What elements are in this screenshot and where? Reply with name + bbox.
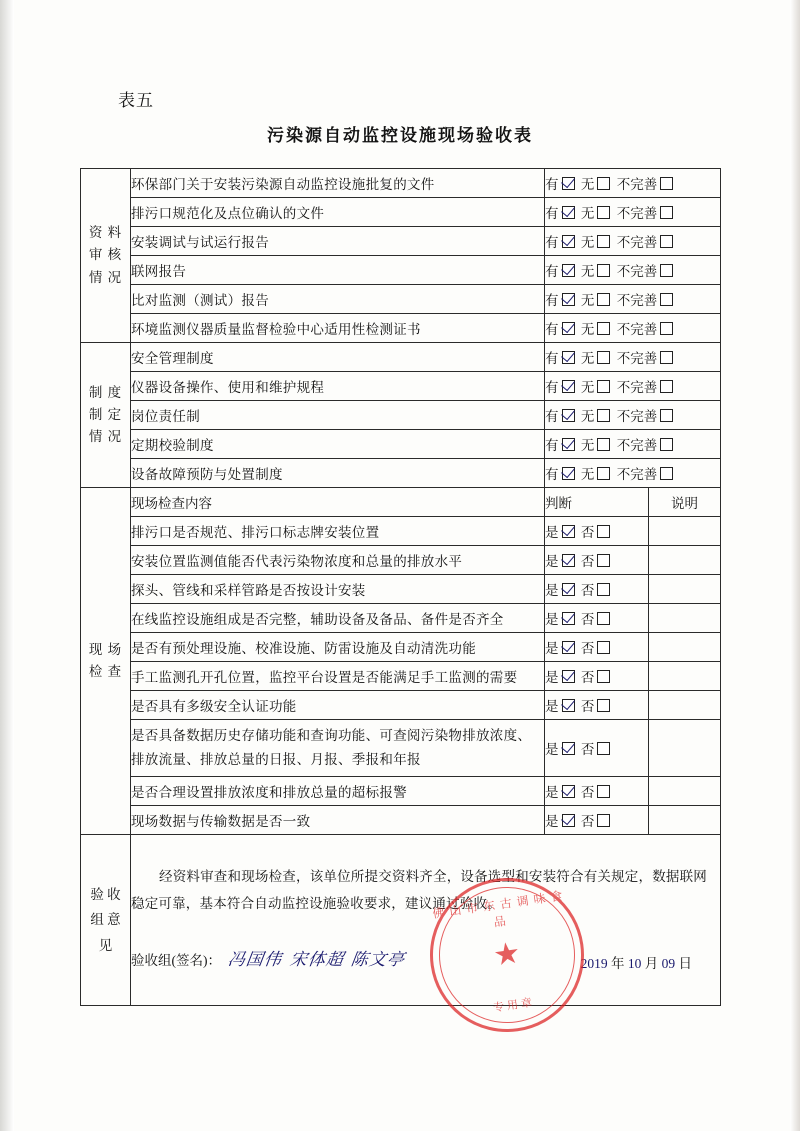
option-group[interactable] xyxy=(545,430,721,459)
checkbox-yes[interactable] xyxy=(562,612,575,625)
note-cell[interactable] xyxy=(649,546,721,575)
signature-2: 宋体超 xyxy=(288,950,346,970)
item-label: 现场数据与传输数据是否一致 xyxy=(131,806,545,835)
checkbox-incomplete[interactable] xyxy=(660,235,673,248)
option-yes-label: 有 xyxy=(545,206,559,221)
checkbox-no[interactable] xyxy=(597,670,610,683)
table-header-row xyxy=(81,488,721,517)
item-label: 探头、管线和采样管路是否按设计安装 xyxy=(131,575,545,604)
section-label-site-inspection: 现 场 检 查 xyxy=(81,488,131,835)
table-row xyxy=(81,777,721,806)
inspection-table xyxy=(80,168,721,1006)
checkbox-yes[interactable] xyxy=(562,670,575,683)
checkbox-yes[interactable] xyxy=(562,467,575,480)
checkbox-yes[interactable] xyxy=(562,264,575,277)
option-no-label: 无 xyxy=(580,206,595,221)
checkbox-yes[interactable] xyxy=(562,380,575,393)
item-label: 安装位置监测值能否代表污染物浓度和总量的排放水平 xyxy=(131,546,545,575)
option-no-label: 否 xyxy=(580,742,595,757)
item-label: 联网报告 xyxy=(131,256,545,285)
table-row xyxy=(81,604,721,633)
option-yes-label: 是 xyxy=(545,641,559,656)
option-no-label: 无 xyxy=(580,235,595,250)
checkbox-no[interactable] xyxy=(597,293,610,306)
option-group[interactable] xyxy=(545,662,649,691)
checkbox-no[interactable] xyxy=(597,612,610,625)
checkbox-yes[interactable] xyxy=(562,641,575,654)
option-no-label: 否 xyxy=(580,641,595,656)
option-no-label: 无 xyxy=(580,380,595,395)
option-group[interactable] xyxy=(545,604,649,633)
checkbox-incomplete[interactable] xyxy=(660,438,673,451)
option-no-label: 无 xyxy=(580,351,595,366)
item-label: 是否具有多级安全认证功能 xyxy=(131,691,545,720)
option-group[interactable] xyxy=(545,256,721,285)
checkbox-yes[interactable] xyxy=(562,438,575,451)
option-no-label: 无 xyxy=(580,264,595,279)
option-yes-label: 有 xyxy=(545,293,559,308)
option-no-label: 无 xyxy=(580,293,595,308)
option-yes-label: 有 xyxy=(545,177,559,192)
checkbox-no[interactable] xyxy=(597,785,610,798)
note-cell[interactable] xyxy=(649,777,721,806)
note-cell[interactable] xyxy=(649,575,721,604)
checkbox-no[interactable] xyxy=(597,467,610,480)
option-group[interactable] xyxy=(545,575,649,604)
option-yes-label: 有 xyxy=(545,380,559,395)
checkbox-incomplete[interactable] xyxy=(660,322,673,335)
option-group[interactable] xyxy=(545,691,649,720)
checkbox-yes[interactable] xyxy=(562,525,575,538)
option-no-label: 否 xyxy=(580,785,595,800)
item-label: 岗位责任制 xyxy=(131,401,545,430)
option-group[interactable] xyxy=(545,314,721,343)
option-yes-label: 是 xyxy=(545,699,559,714)
option-no-label: 否 xyxy=(580,554,595,569)
signature-label: 验收组(签名)： xyxy=(131,953,221,968)
option-yes-label: 有 xyxy=(545,322,559,337)
checkbox-no[interactable] xyxy=(597,699,610,712)
option-group[interactable] xyxy=(545,285,721,314)
item-label: 环境监测仪器质量监督检验中心适用性检测证书 xyxy=(131,314,545,343)
checkbox-yes[interactable] xyxy=(562,699,575,712)
seal-top-text: 佛山市东古调味食品 xyxy=(431,888,569,930)
option-group[interactable] xyxy=(545,227,721,256)
option-incomplete-label: 不完善 xyxy=(616,293,658,308)
option-group[interactable] xyxy=(545,198,721,227)
item-label: 排污口是否规范、排污口标志牌安装位置 xyxy=(131,517,545,546)
table-row xyxy=(81,314,721,343)
option-group[interactable] xyxy=(545,806,649,835)
seal-bottom-text: 专用章 xyxy=(492,996,536,1015)
option-group[interactable] xyxy=(545,633,649,662)
column-header-note: 说明 xyxy=(649,488,721,517)
option-group[interactable] xyxy=(545,720,649,777)
checkbox-no[interactable] xyxy=(597,409,610,422)
option-yes-label: 有 xyxy=(545,409,559,424)
checkbox-no[interactable] xyxy=(597,322,610,335)
option-incomplete-label: 不完善 xyxy=(616,438,658,453)
option-yes-label: 是 xyxy=(545,785,559,800)
item-label: 手工监测孔开孔位置，监控平台设置是否能满足手工监测的需要 xyxy=(131,662,545,691)
item-label: 设备故障预防与处置制度 xyxy=(131,459,545,488)
table-row xyxy=(81,662,721,691)
checkbox-incomplete[interactable] xyxy=(660,206,673,219)
table-row xyxy=(81,169,721,198)
checkbox-yes[interactable] xyxy=(562,409,575,422)
item-label: 排污口规范化及点位确认的文件 xyxy=(131,198,545,227)
date-day: 09 xyxy=(661,956,676,971)
option-incomplete-label: 不完善 xyxy=(616,351,658,366)
option-yes-label: 有 xyxy=(545,467,559,482)
item-label: 仪器设备操作、使用和维护规程 xyxy=(131,372,545,401)
checkbox-no[interactable] xyxy=(597,351,610,364)
option-yes-label: 是 xyxy=(545,670,559,685)
checkbox-yes[interactable] xyxy=(562,742,575,755)
checkbox-no[interactable] xyxy=(597,525,610,538)
option-yes-label: 是 xyxy=(545,554,559,569)
checkbox-yes[interactable] xyxy=(562,583,575,596)
table-row xyxy=(81,806,721,835)
checkbox-incomplete[interactable] xyxy=(660,177,673,190)
page-title: 污染源自动监控设施现场验收表 xyxy=(267,126,533,145)
table-row xyxy=(81,575,721,604)
checkbox-incomplete[interactable] xyxy=(660,264,673,277)
item-label: 安全管理制度 xyxy=(131,343,545,372)
option-no-label: 无 xyxy=(580,177,595,192)
section-label-regulations: 制 度 制 定 情 况 xyxy=(81,343,131,488)
option-incomplete-label: 不完善 xyxy=(616,409,658,424)
checkbox-incomplete[interactable] xyxy=(660,293,673,306)
opinion-row xyxy=(81,835,721,1006)
table-row xyxy=(81,546,721,575)
note-cell[interactable] xyxy=(649,691,721,720)
option-yes-label: 是 xyxy=(545,612,559,627)
checkbox-incomplete[interactable] xyxy=(660,380,673,393)
date-month-unit: 月 xyxy=(644,956,659,971)
table-row xyxy=(81,227,721,256)
date-day-unit: 日 xyxy=(678,956,692,971)
item-label: 比对监测（测试）报告 xyxy=(131,285,545,314)
checkbox-yes[interactable] xyxy=(562,554,575,567)
section-label-documents: 资 料 审 核 情 况 xyxy=(81,169,131,343)
checkbox-yes[interactable] xyxy=(562,206,575,219)
form-number: 表五 xyxy=(118,91,154,110)
checkbox-no[interactable] xyxy=(597,235,610,248)
checkbox-yes[interactable] xyxy=(562,293,575,306)
option-no-label: 无 xyxy=(580,409,595,424)
option-yes-label: 是 xyxy=(545,525,559,540)
option-no-label: 否 xyxy=(580,670,595,685)
checkbox-no[interactable] xyxy=(597,641,610,654)
item-label: 是否有预处理设施、校准设施、防雷设施及自动清洗功能 xyxy=(131,633,545,662)
checkbox-yes[interactable] xyxy=(562,814,575,827)
option-no-label: 无 xyxy=(580,322,595,337)
item-label: 是否合理设置排放浓度和排放总量的超标报警 xyxy=(131,777,545,806)
table-row xyxy=(81,517,721,546)
opinion-body[interactable] xyxy=(131,835,721,1006)
table-row xyxy=(81,459,721,488)
note-cell[interactable] xyxy=(649,517,721,546)
page-edge-left xyxy=(0,0,14,1131)
option-incomplete-label: 不完善 xyxy=(616,467,658,482)
option-incomplete-label: 不完善 xyxy=(616,206,658,221)
date-year-unit: 年 xyxy=(611,956,625,971)
table-row xyxy=(81,198,721,227)
page-edge-right xyxy=(790,0,800,1131)
checkbox-incomplete[interactable] xyxy=(660,467,673,480)
table-row xyxy=(81,691,721,720)
table-row xyxy=(81,285,721,314)
item-label: 是否具备数据历史存储功能和查询功能、可查阅污染物排放浓度、排放流量、排放总量的日报、月报、季报和年报 xyxy=(131,720,545,777)
option-yes-label: 有 xyxy=(545,351,559,366)
checkbox-incomplete[interactable] xyxy=(660,351,673,364)
option-no-label: 否 xyxy=(580,525,595,540)
opinion-label: 验 收 组 意 见 xyxy=(81,835,131,1006)
note-cell[interactable] xyxy=(649,633,721,662)
item-label: 安装调试与试运行报告 xyxy=(131,227,545,256)
option-yes-label: 有 xyxy=(545,438,559,453)
table-row xyxy=(81,633,721,662)
option-group[interactable] xyxy=(545,777,649,806)
date-month: 10 xyxy=(627,956,642,971)
checkbox-yes[interactable] xyxy=(562,785,575,798)
checkbox-incomplete[interactable] xyxy=(660,409,673,422)
option-no-label: 无 xyxy=(580,438,595,453)
checkbox-yes[interactable] xyxy=(562,322,575,335)
table-row xyxy=(81,430,721,459)
item-label: 在线监控设施组成是否完整，辅助设备及备品、备件是否齐全 xyxy=(131,604,545,633)
option-no-label: 否 xyxy=(580,814,595,829)
note-cell[interactable] xyxy=(649,604,721,633)
option-yes-label: 是 xyxy=(545,742,559,757)
note-cell[interactable] xyxy=(649,806,721,835)
column-header-content: 现场检查内容 xyxy=(131,488,545,517)
item-label: 定期校验制度 xyxy=(131,430,545,459)
option-group[interactable] xyxy=(545,459,721,488)
option-group[interactable] xyxy=(545,546,649,575)
option-yes-label: 是 xyxy=(545,814,559,829)
signature-3: 陈文亭 xyxy=(349,950,407,970)
table-row xyxy=(81,372,721,401)
option-group[interactable] xyxy=(545,372,721,401)
checkbox-no[interactable] xyxy=(597,380,610,393)
option-group[interactable] xyxy=(545,517,649,546)
option-no-label: 否 xyxy=(580,699,595,714)
table-row xyxy=(81,256,721,285)
date-year: 2019 xyxy=(580,956,608,971)
table-row xyxy=(81,720,721,777)
option-no-label: 否 xyxy=(580,583,595,598)
seal-star-icon: ★ xyxy=(491,936,523,973)
option-incomplete-label: 不完善 xyxy=(616,380,658,395)
checkbox-no[interactable] xyxy=(597,814,610,827)
option-no-label: 无 xyxy=(580,467,595,482)
checkbox-yes[interactable] xyxy=(562,235,575,248)
note-cell[interactable] xyxy=(649,720,721,777)
checkbox-no[interactable] xyxy=(597,583,610,596)
option-no-label: 否 xyxy=(580,612,595,627)
checkbox-no[interactable] xyxy=(597,438,610,451)
column-header-judgement: 判断 xyxy=(545,488,649,517)
option-incomplete-label: 不完善 xyxy=(616,177,658,192)
option-yes-label: 是 xyxy=(545,583,559,598)
note-cell[interactable] xyxy=(649,662,721,691)
opinion-text: 经资料审查和现场检查，该单位所提交资料齐全，设备选型和安装符合有关规定，数据联网稳定可靠，基本符合自动监控设施验收要求，建议通过验收。 xyxy=(131,869,707,911)
option-yes-label: 有 xyxy=(545,235,559,250)
checkbox-no[interactable] xyxy=(597,177,610,190)
option-incomplete-label: 不完善 xyxy=(616,235,658,250)
checkbox-yes[interactable] xyxy=(562,351,575,364)
item-label: 环保部门关于安装污染源自动监控设施批复的文件 xyxy=(131,169,545,198)
checkbox-no[interactable] xyxy=(597,264,610,277)
signature-date xyxy=(581,950,692,977)
checkbox-yes[interactable] xyxy=(562,177,575,190)
checkbox-no[interactable] xyxy=(597,742,610,755)
option-group[interactable] xyxy=(545,401,721,430)
option-incomplete-label: 不完善 xyxy=(616,322,658,337)
table-row xyxy=(81,343,721,372)
option-group[interactable] xyxy=(545,169,721,198)
table-row xyxy=(81,401,721,430)
option-group[interactable] xyxy=(545,343,721,372)
checkbox-no[interactable] xyxy=(597,554,610,567)
checkbox-no[interactable] xyxy=(597,206,610,219)
option-yes-label: 有 xyxy=(545,264,559,279)
signature-1: 冯国伟 xyxy=(226,950,284,970)
option-incomplete-label: 不完善 xyxy=(616,264,658,279)
